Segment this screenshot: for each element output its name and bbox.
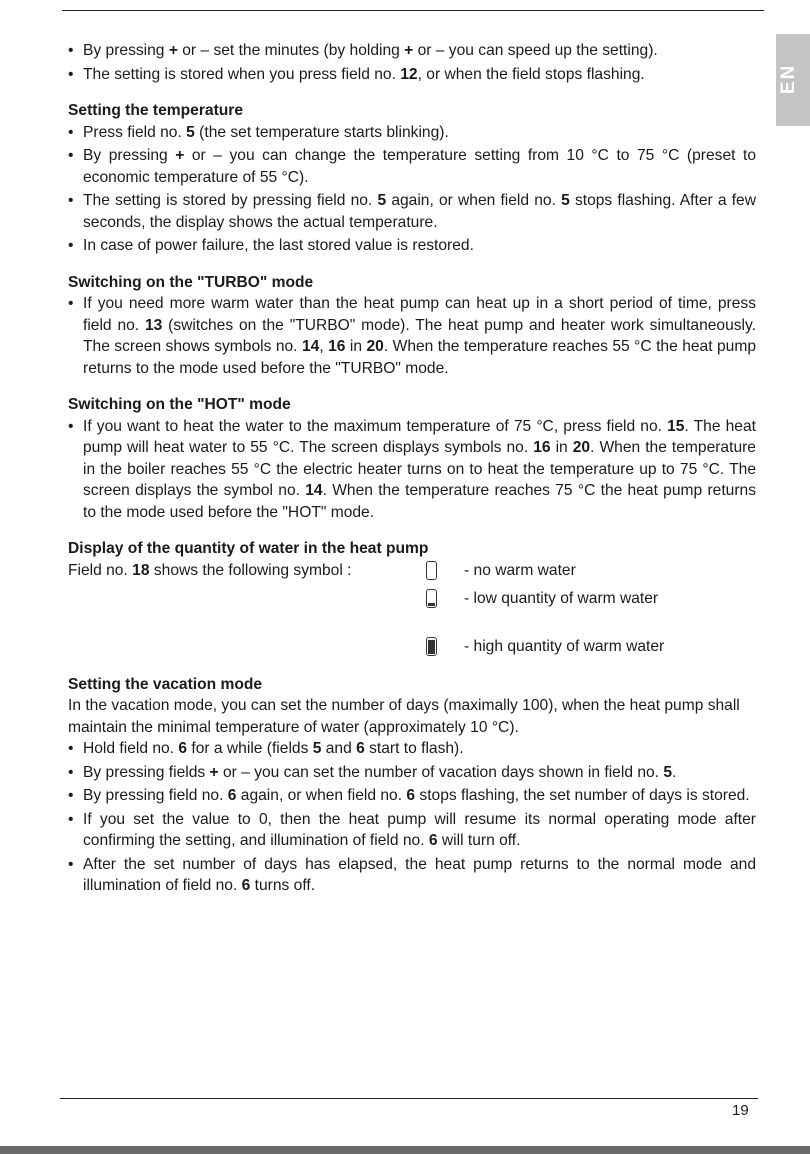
text-run: If you want to heat the water to the maximum temperature of 75 °C, press field no. bbox=[83, 417, 668, 435]
bold-run: 6 bbox=[241, 877, 251, 894]
text-run: After the set number of days has elapsed, the heat pump returns to the normal mode and illumination of field no. bbox=[83, 855, 756, 894]
bold-run: + bbox=[209, 763, 219, 781]
temperature-list bbox=[68, 122, 756, 257]
text-run: (switches on the "TURBO" mode). The heat pump and heater work simultaneously. The screen shows symbols no. bbox=[83, 316, 756, 355]
bullet-item bbox=[68, 40, 756, 62]
bold-run: + bbox=[404, 42, 414, 59]
text-run: The setting is stored when you press field no. bbox=[83, 65, 401, 83]
text-run: shows the following symbol : bbox=[149, 561, 352, 579]
tank-icon bbox=[426, 589, 437, 608]
bullet-item bbox=[68, 785, 756, 807]
water-level-row bbox=[68, 636, 756, 664]
text-run: Press field no. bbox=[83, 123, 187, 141]
bullet-item bbox=[68, 416, 756, 524]
section-water bbox=[68, 538, 756, 664]
text-run: in bbox=[345, 338, 367, 355]
bullet-item bbox=[68, 762, 756, 784]
language-tab-label: EN bbox=[778, 63, 799, 94]
bold-run: 6 bbox=[406, 787, 416, 804]
text-run: (the set temperature starts blinking). bbox=[194, 123, 449, 141]
text-run: By pressing bbox=[83, 147, 176, 164]
bold-run: 16 bbox=[533, 439, 551, 456]
page-content bbox=[68, 40, 756, 899]
intro-list bbox=[68, 40, 756, 85]
text-run: . bbox=[672, 763, 677, 781]
text-run: By pressing field no. bbox=[83, 787, 228, 804]
text-run: , bbox=[319, 338, 329, 355]
text-run: If you set the value to 0, then the heat pump will resume its normal operating mode after confirming the setting, and illumination of field no. bbox=[83, 810, 756, 849]
text-run: in bbox=[550, 439, 573, 456]
text-run: , or when the field stops flashing. bbox=[417, 65, 645, 83]
section-heading: Switching on the "HOT" mode bbox=[68, 396, 291, 413]
bottom-rule bbox=[60, 1098, 758, 1099]
bold-run: 5 bbox=[186, 123, 195, 141]
text-run: If you need more warm water than the heat pump can heat up in a short period of time, press field no. bbox=[83, 295, 756, 334]
bold-run: 6 bbox=[227, 787, 237, 804]
text-run: In case of power failure, the last stored value is restored. bbox=[83, 237, 474, 254]
text-run: stops flashing. After a few seconds, the display shows the actual temperature. bbox=[83, 192, 756, 231]
bold-run: + bbox=[168, 42, 178, 59]
page-number: 19 bbox=[732, 1102, 749, 1119]
text-run: Hold field no. bbox=[83, 740, 179, 757]
bold-run: 18 bbox=[132, 561, 150, 579]
bold-run: 20 bbox=[366, 338, 384, 355]
text-run: or – set the minutes (by holding bbox=[177, 42, 405, 59]
section-hot bbox=[68, 394, 756, 523]
text-run: stops flashing, the set number of days is stored. bbox=[415, 787, 750, 804]
text-run: . When the temperature reaches 75 °C the heat pump returns to the mode used before the "HOT" mode. bbox=[83, 482, 756, 521]
text-run: or – you can change the temperature setting from 10 °C to 75 °C (preset to economic temperature of 55 °C). bbox=[83, 147, 756, 186]
bold-run: 5 bbox=[561, 192, 570, 209]
turbo-list bbox=[68, 293, 756, 379]
bullet-item bbox=[68, 809, 756, 852]
water-level-row bbox=[68, 588, 756, 636]
text-run: By pressing fields bbox=[83, 763, 210, 781]
bold-run: 14 bbox=[305, 482, 323, 499]
bullet-item bbox=[68, 64, 756, 86]
section-temperature bbox=[68, 100, 756, 257]
section-vacation bbox=[68, 674, 756, 897]
text-run: for a while (fields bbox=[187, 740, 313, 757]
bullet-item bbox=[68, 145, 756, 188]
hot-list bbox=[68, 416, 756, 524]
bold-run: 6 bbox=[178, 740, 188, 757]
tank-fill bbox=[428, 603, 435, 606]
vacation-list bbox=[68, 738, 756, 897]
bold-run: 6 bbox=[428, 832, 438, 849]
tank-fill bbox=[428, 640, 435, 654]
bold-run: 14 bbox=[301, 338, 320, 355]
bold-run: 15 bbox=[667, 417, 685, 435]
text-run: again, or when field no. bbox=[386, 192, 562, 209]
bullet-item bbox=[68, 122, 756, 144]
bold-run: 12 bbox=[400, 65, 418, 83]
bold-run: 5 bbox=[663, 763, 673, 781]
language-tab bbox=[776, 34, 810, 126]
water-level-row bbox=[68, 560, 756, 588]
section-turbo bbox=[68, 272, 756, 380]
bold-run: 20 bbox=[572, 439, 591, 456]
scan-edge bbox=[0, 1146, 810, 1154]
bold-run: 5 bbox=[377, 192, 387, 209]
text-run: again, or when field no. bbox=[236, 787, 407, 804]
water-level-label: - no warm water bbox=[464, 561, 576, 579]
bullet-item bbox=[68, 190, 756, 233]
text-run: The setting is stored by pressing field no. bbox=[83, 192, 378, 209]
text-run: . When the temperature reaches 55 °C the heat pump returns to the mode used before the "TURBO" mode. bbox=[83, 338, 756, 377]
text-run: start to flash). bbox=[364, 740, 464, 757]
section-heading: Display of the quantity of water in the heat pump bbox=[68, 540, 429, 557]
section-heading: Switching on the "TURBO" mode bbox=[68, 273, 314, 291]
bold-run: 16 bbox=[328, 338, 346, 355]
text-run: By pressing bbox=[83, 42, 169, 59]
bullet-item bbox=[68, 293, 756, 379]
text-run: . When the temperature in the boiler reaches 55 °C the electric heater turns on to heat the temperature up to 75 °C. The screen displays the symbol no. bbox=[83, 439, 756, 499]
section-heading: Setting the vacation mode bbox=[68, 675, 263, 693]
vacation-intro: In the vacation mode, you can set the number of days (maximally 100), when the heat pump shall maintain the minimal temperature of water (approximately 10 °C). bbox=[68, 697, 740, 736]
tank-icon bbox=[426, 561, 437, 580]
bullet-item bbox=[68, 738, 756, 760]
bold-run: 13 bbox=[144, 316, 163, 334]
top-rule bbox=[62, 10, 764, 11]
water-intro bbox=[68, 560, 351, 582]
text-run: turns off. bbox=[250, 877, 316, 894]
bullet-item bbox=[68, 854, 756, 897]
text-run: or – you can speed up the setting). bbox=[413, 42, 658, 59]
water-level-label: - high quantity of warm water bbox=[464, 637, 665, 655]
text-run: Field no. bbox=[68, 561, 133, 579]
bold-run: 5 bbox=[312, 740, 322, 757]
text-run: will turn off. bbox=[437, 832, 521, 849]
section-heading: Setting the temperature bbox=[68, 102, 244, 119]
tank-icon bbox=[426, 637, 437, 656]
text-run: or – you can set the number of vacation days shown in field no. bbox=[218, 763, 664, 781]
water-level-label: - low quantity of warm water bbox=[464, 589, 659, 607]
bold-run: + bbox=[175, 147, 185, 164]
text-run: . The heat pump will heat water to 55 °C. The screen displays symbols no. bbox=[83, 417, 756, 456]
text-run: and bbox=[321, 740, 357, 757]
bullet-item bbox=[68, 235, 756, 257]
bold-run: 6 bbox=[356, 740, 365, 757]
